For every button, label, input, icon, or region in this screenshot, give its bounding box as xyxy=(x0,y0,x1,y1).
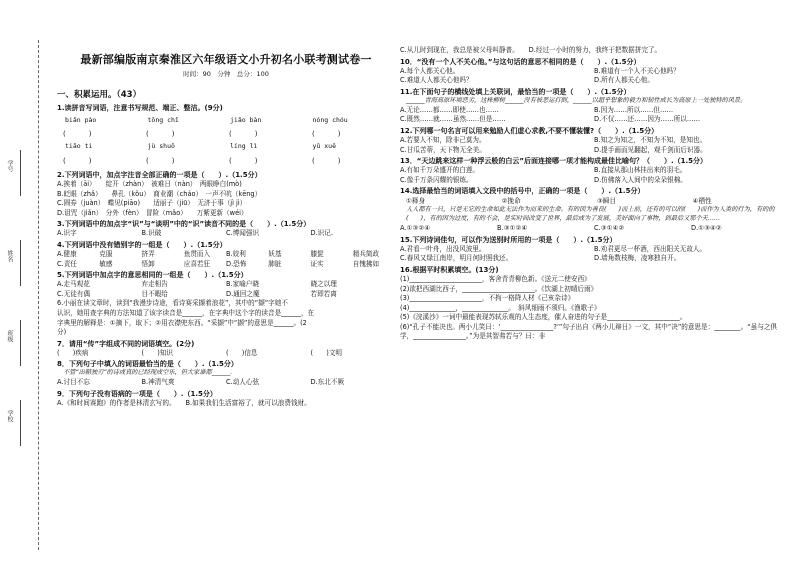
option: B.因为……所以……但…… xyxy=(594,105,674,114)
option-row xyxy=(400,136,788,146)
option-word: 妖基 xyxy=(268,250,282,259)
option-row xyxy=(400,224,788,234)
option-word: 鱼贯而入 xyxy=(183,250,211,259)
pinyin-row xyxy=(65,116,395,125)
margin-fill-line xyxy=(20,400,21,446)
option-row xyxy=(400,245,788,255)
fill-line[interactable]: (5)《浣溪沙》一词中最能表现苏轼乐观的人生态度，催人奋进的句子是______________________。 xyxy=(400,313,687,322)
margin-label-class: 班级 xyxy=(6,330,13,342)
fill-line[interactable]: (4)______________，______________。 斜风细雨不须归。《渔歌子》 xyxy=(400,303,601,312)
question-8: 8．下列句子中填入的词语最恰当的是（ ）.（1.5分） xyxy=(57,360,238,369)
option-row xyxy=(57,349,395,359)
question-5: 5.下列词语中加点字的意思相同的一组是（ ）.（1.5分） xyxy=(57,271,248,280)
margin-fill-line xyxy=(20,150,21,196)
option: C.博闻强识 xyxy=(226,229,260,238)
fill-line[interactable]: (1)______________________，客舍青青柳色新。《送元二使安西》 xyxy=(400,275,591,284)
question-14: 14.选择最恰当的词语填入文段中的括号中，正确的一项是（ ）.（1.5分） xyxy=(400,187,645,196)
option: C.春风又绿江南岸，明月何时照我还。 xyxy=(400,254,513,263)
pinyin: jù shuō xyxy=(147,142,175,151)
option-word: 肺脏 xyxy=(268,259,282,268)
option-word: 敏感 xyxy=(99,259,113,268)
option: D.墙角数枝梅，凌寒独自开。 xyxy=(594,254,681,263)
margin-label-name: 姓名 xyxy=(6,250,13,262)
option-row xyxy=(57,250,395,260)
option: C.像千万条闪耀的银练。 xyxy=(400,175,473,184)
option-word: 目不暇给 xyxy=(141,289,168,298)
answer-brackets xyxy=(63,129,395,139)
fill-line[interactable]: (6)“孔子不能决也。两小儿笑曰：‘________________?’”句子出自《两小儿辩日》一文，其中“决”的意思是：________。“虽与之俱学，________________。”为是其智弗若与？曰：非 xyxy=(400,322,777,341)
option: B.劝君更尽一杯酒，西出阳关无故人。 xyxy=(594,244,707,253)
question-14-passage: 人人都有一只，只是无它的生命如此无法作为而来的生命。有的因为善良( )而上前，还有的可以的( )而作为人类的行为，有的的( )，有的因为过度，有的不会，是实时间改变了世界，最后成为了发展，美好面向了事物，到最后又那个天…… xyxy=(406,206,775,223)
margin-fill-line xyxy=(20,320,21,366)
option-word: 证实 xyxy=(310,259,324,268)
margin-fill-line xyxy=(20,240,21,286)
option: B.直接从那山林挂出来的羽毛。 xyxy=(594,166,687,175)
answer-blank[interactable]: ( ) xyxy=(312,156,344,165)
pinyin: jiǎo bàn xyxy=(230,115,262,124)
answer-blank[interactable]: ( ) xyxy=(229,130,261,139)
option-row xyxy=(400,176,788,186)
option: C.从儿时到现在，我总是被父母叫静普。 D.经过一小时的努力，我终于把数据拼完了。 xyxy=(400,46,662,54)
option: B.眨眼（zhǎ） 鼻孔（kǒu） 商业潮（cháo） 一声不吭（kēng） xyxy=(57,189,262,198)
option: D.通回之魔 xyxy=(226,289,260,298)
answer-blank[interactable]: ( ) xyxy=(63,130,95,139)
option: B.③①②④ xyxy=(497,224,528,233)
question-6-line: 分) xyxy=(57,328,67,337)
option: C.动人心弦 xyxy=(226,378,260,387)
cut-line xyxy=(38,40,39,550)
question-16: 16.根据平时积累填空。(13分) xyxy=(400,265,499,274)
answer-blank[interactable]: ( ) xyxy=(312,130,344,139)
question-7: 7．请用“传”字组成不同的词语填空。(2分) xyxy=(57,339,195,348)
option-word: 晓之以理 xyxy=(310,280,337,289)
option: D.恐怖 xyxy=(226,259,247,268)
section-heading: 一、积累运用。（43） xyxy=(57,90,142,101)
option-word: 应喜若狂 xyxy=(183,259,211,268)
question-6: 6.小丽在读文章时，读到“我漫步诗途，看诗赛采撷着浪花”，其中的“撷”字她不 xyxy=(57,299,288,308)
word: ①释身 xyxy=(406,196,426,205)
question-13: 13．“天边跳来这样一种浮云般的白云”后面连接哪一项才能构成最佳比喻句？（ ）.（1.5分） xyxy=(400,157,708,166)
option-word: 悟卸 xyxy=(141,259,155,268)
question-1: 1.读拼音写词语，注意书写规范、端正、整洁。(9分) xyxy=(57,103,223,112)
pinyin-row xyxy=(65,142,395,151)
option: C.既然……就……虽然……但是…… xyxy=(400,115,506,124)
word-bank xyxy=(400,197,788,207)
option-row xyxy=(57,229,395,239)
pinyin: yǔ xuě xyxy=(312,142,336,151)
question-9: 9．下列句子没有语病的一项是（ ）.（1.5分） xyxy=(57,389,217,398)
option: D.不仅……还……因为……所以…… xyxy=(594,115,701,124)
option: B.神清气爽 xyxy=(141,378,175,387)
option: D.提手画而见翻起，观千剑而后识器。 xyxy=(594,145,707,154)
answer-blank[interactable]: ( ) xyxy=(146,156,178,165)
option: A.每个人都关心他。 xyxy=(400,66,460,75)
question-6-line: 字典里的解释是：①摘下，取下；②用衣襟兜东西。“采撷”中“撷”的意思是______。(2 xyxy=(57,318,307,327)
pinyin: líng lì xyxy=(230,142,258,151)
option-word: 精兵简政 xyxy=(352,250,380,259)
word: ④栖性 xyxy=(692,196,712,205)
option-row xyxy=(400,115,788,125)
pinyin: tōng chǐ xyxy=(147,115,179,124)
option: B.难道有一个人不关心他吗？ xyxy=(594,66,680,75)
question-2: 2.下列词语中，加点字注音全部正确的一项是（ ）.（1.5分） xyxy=(57,170,262,179)
answer-blank[interactable]: ( ) xyxy=(229,156,261,165)
word: ③瞬目 xyxy=(597,196,617,205)
question-6-line: 认识，她用查字典的方法知道了该字读音是______，在字典中这个字的读音是______，在 xyxy=(57,308,315,317)
option: A.讨目不忘 xyxy=(57,378,90,387)
option: C.圆券（juàn） 蝶见(piāo) 适丽子（jiū） 无济于事（jì jì） xyxy=(57,199,247,208)
option: A.若要人不知，除非己莫为。 xyxy=(400,136,486,145)
pinyin: nóng chóu xyxy=(312,115,348,124)
option: A.挨着（āi） 绽开（zhàn） 被难日（nàn） 两眼睁白(mò) xyxy=(57,180,242,189)
option: D.①③④② xyxy=(691,224,722,233)
option: C.无徒有偶 xyxy=(57,289,91,298)
option-row xyxy=(400,146,788,156)
question-12: 12.下列哪一句名言可以用来勉励人们虚心求教,不要不懂装懂?（ ）.（1.5分） xyxy=(400,127,659,135)
option: D.东北不厥 xyxy=(310,378,345,387)
pinyin: biǎn pào xyxy=(65,115,97,124)
question-11: 11.在下面句子的横线处填上关联词，最恰当的一项是（ ）.（1.5分） xyxy=(400,87,631,96)
option: A.《和时间赛跑》的作者是林清玄写的。 B.如果我们生活富裕了，就可以浪费钱财。 xyxy=(57,399,311,408)
option-row xyxy=(400,254,788,264)
option: A.无论……都……即使……也…… xyxy=(400,105,499,114)
option: D.仿佛落入人间中的朵朵银棉。 xyxy=(594,175,687,184)
fill-blank[interactable]: ( )知识 xyxy=(141,348,174,357)
option: B.姣利 xyxy=(226,250,246,259)
option-word: 挤弄 xyxy=(141,250,155,259)
option-row xyxy=(57,280,395,290)
fill-blank[interactable]: ( )信息 xyxy=(226,348,258,357)
question-4: 4.下列词语中没有错别字的一组是（ ）.（1.5分） xyxy=(57,240,227,249)
answer-brackets xyxy=(63,156,395,166)
right-column xyxy=(400,46,788,342)
option-word: 自愧拂如 xyxy=(352,259,380,268)
left-column xyxy=(57,0,395,409)
margin-label-school: 学校 xyxy=(6,410,13,422)
answer-blank[interactable]: ( ) xyxy=(63,156,95,165)
option: D.诅咒（jiǎn） 分外（fèn） 冒险（mǎo） 万紫更新（wéi） xyxy=(57,208,248,217)
option-row xyxy=(400,76,788,86)
option: A.识字 xyxy=(57,229,77,238)
question-8-sentence: 不管“出鞘独刃”的诗或真的已经现成空乐，但大家谁都______. xyxy=(63,369,233,377)
question-11-sentence: ______青海高原环境恶劣，这株柳树______没有被恶运打倒，______以超乎想象的毅力和韧性成长为高原上一处独特的风景。 xyxy=(406,96,747,104)
question-15: 15.下列诗词佳句，可以作为送别时所用的一项是（ ）.（1.5分） xyxy=(400,235,617,244)
margin-label-id: 学号 xyxy=(6,160,13,172)
option: C.责任 xyxy=(57,259,77,268)
option-row xyxy=(57,378,395,388)
question-3: 3.下列词语中的加点字“识”与“谈明”中的“识”读音不同的是（ ）.（1.5分） xyxy=(57,220,311,229)
binding-margin xyxy=(0,0,52,561)
option: C.甘瓜苦蒂，天下物无全美。 xyxy=(400,145,486,154)
option: B.识破 xyxy=(141,229,162,238)
exam-title: 最新部编版南京秦淮区六年级语文小升初名小联考测试卷一 xyxy=(80,53,372,66)
fill-blank[interactable]: ( )疾病 xyxy=(57,348,89,357)
answer-blank[interactable]: ( ) xyxy=(146,130,178,139)
option-row xyxy=(400,166,788,176)
option: A.健康 xyxy=(57,250,77,259)
option-row xyxy=(57,260,395,270)
option: B.家喻户晓 xyxy=(226,280,259,289)
option-word: 若即若离 xyxy=(310,289,337,298)
question-10: 10．“没有一个人不关心他。”与这句话的意思不相同的是（ ）.（1.5分） xyxy=(400,57,641,66)
option: A.走马观花 xyxy=(57,280,90,289)
option: A.有如千万朵盛开的白莲。 xyxy=(400,166,480,175)
word: ②挽命 xyxy=(501,196,521,205)
fill-line[interactable]: (2)欲把西湖比西子，______________________。《饮湖上初晴后雨》 xyxy=(400,284,598,293)
option: C.难道人人都关心他吗？ xyxy=(400,76,473,85)
option: D.识记. xyxy=(310,229,333,238)
exam-meta: 时间：90 分钟 总分：100 xyxy=(183,69,269,78)
option-row xyxy=(57,290,395,300)
option-word: 克服 xyxy=(99,250,113,259)
option: A.①③②④ xyxy=(400,224,431,233)
option: A.君看一叶舟，出没风波里。 xyxy=(400,244,486,253)
option: C.③①④② xyxy=(594,224,625,233)
option: D.所有人都关心他。 xyxy=(594,76,654,85)
option-row xyxy=(400,67,788,77)
option-word: 弃走相告 xyxy=(141,280,168,289)
option: B.知之为知之，不知为不知，是知也。 xyxy=(594,136,707,145)
fill-blank[interactable]: ( )文明 xyxy=(310,348,343,357)
option-word: 膝髭 xyxy=(310,250,324,259)
fill-line[interactable]: (3)______________________，不拘一格降人材《己亥杂诗》 xyxy=(400,294,575,303)
pinyin: tiāo ti xyxy=(65,142,93,151)
